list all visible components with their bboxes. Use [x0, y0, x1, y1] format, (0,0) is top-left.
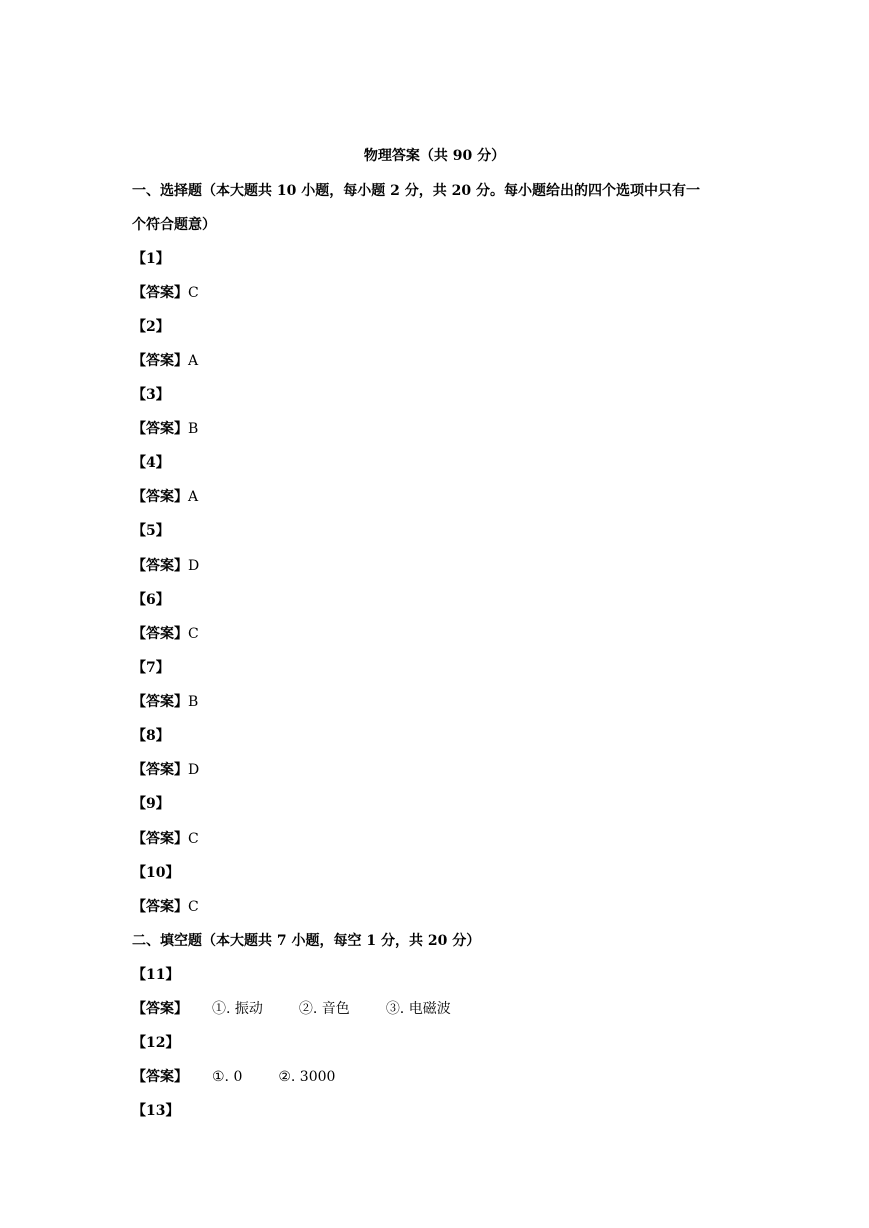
answer-label: 【答案】	[132, 1069, 188, 1085]
answer-label: 【答案】	[132, 421, 188, 437]
section2-heading: 二、填空题（本大题共 7 小题，每空 1 分，共 20 分）	[132, 933, 481, 949]
answer-label: 【答案】	[132, 285, 188, 301]
answer-line	[132, 760, 199, 780]
question-number: 【11】	[132, 967, 180, 983]
answer-line	[132, 419, 198, 439]
answer-blank: ③. 电磁波	[385, 1001, 451, 1017]
page-title: 物理答案（共 90 分）	[363, 148, 506, 164]
answer-value: C	[188, 285, 199, 301]
question-number: 【13】	[132, 1103, 180, 1119]
answer-line	[132, 351, 198, 371]
answer-value: C	[188, 831, 199, 847]
answer-line	[132, 487, 198, 507]
answer-value: B	[188, 694, 199, 710]
question-number: 【1】	[132, 251, 170, 267]
question-number: 【8】	[132, 728, 170, 744]
answer-label: 【答案】	[132, 353, 188, 369]
answer-line	[132, 1067, 335, 1087]
question-number: 【12】	[132, 1035, 180, 1051]
answer-line	[132, 556, 199, 576]
answer-label: 【答案】	[132, 1001, 188, 1017]
answer-label: 【答案】	[132, 899, 188, 915]
section1-heading-line2: 个符合题意）	[132, 217, 216, 233]
answer-value: A	[188, 489, 199, 505]
question-number: 【9】	[132, 796, 170, 812]
answer-blank: ①. 0	[212, 1069, 243, 1085]
answer-label: 【答案】	[132, 626, 188, 642]
section1-heading-line1: 一、选择题（本大题共 10 小题，每小题 2 分，共 20 分。每小题给出的四个选项中只有一	[132, 183, 700, 199]
answer-label: 【答案】	[132, 489, 188, 505]
answer-line	[132, 692, 198, 712]
answer-line	[132, 897, 199, 917]
answer-blank: ②. 3000	[278, 1069, 336, 1085]
question-number: 【2】	[132, 319, 170, 335]
question-number: 【4】	[132, 455, 170, 471]
question-number: 【5】	[132, 523, 170, 539]
answer-label: 【答案】	[132, 558, 188, 574]
answer-blank: ②. 音色	[298, 1001, 350, 1017]
question-number: 【6】	[132, 592, 170, 608]
question-number: 【10】	[132, 865, 180, 881]
answer-value: C	[188, 626, 199, 642]
answer-label: 【答案】	[132, 762, 188, 778]
question-number: 【7】	[132, 660, 170, 676]
answer-value: D	[188, 558, 200, 574]
answer-value: C	[188, 899, 199, 915]
question-number: 【3】	[132, 387, 170, 403]
answer-label: 【答案】	[132, 694, 188, 710]
answer-value: B	[188, 421, 199, 437]
answer-label: 【答案】	[132, 831, 188, 847]
answer-line	[132, 829, 199, 849]
answer-value: A	[188, 353, 199, 369]
answer-blank: ①. 振动	[212, 1001, 263, 1017]
answer-value: D	[188, 762, 200, 778]
answer-line	[132, 624, 199, 644]
answer-line	[132, 999, 451, 1019]
answer-line	[132, 283, 199, 303]
